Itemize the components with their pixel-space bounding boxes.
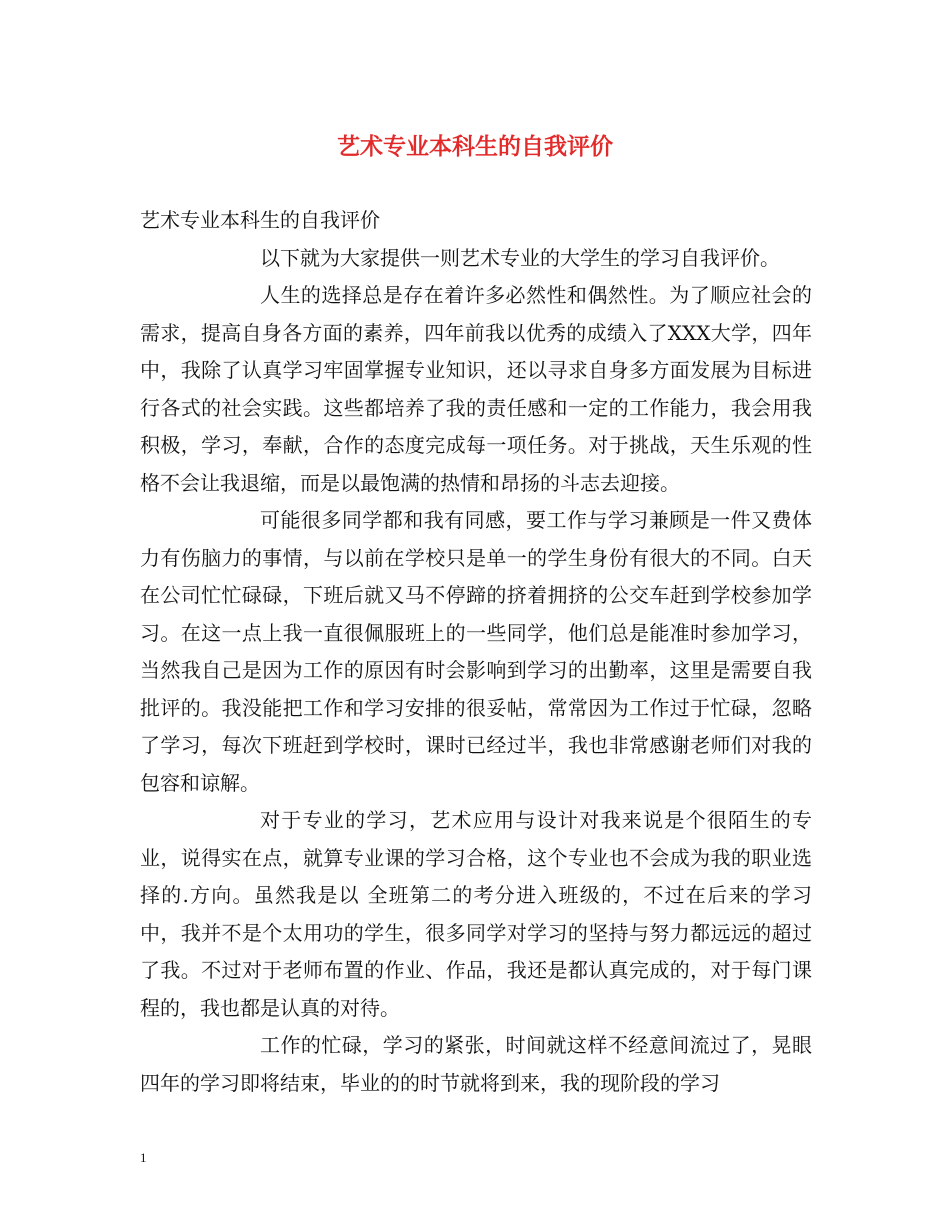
- page-number: 1: [140, 1150, 147, 1165]
- paragraph-life-choices: 人生的选择总是存在着许多必然性和偶然性。为了顺应社会的需求，提高自身各方面的素养，四年前我以优秀的成绩入了XXX大学，四年中，我除了认真学习牢固掌握专业知识，还以寻求自身多方面发展为目标进行各式的社会实践。这些都培养了我的责任感和一定的工作能力，我会用我积极，学习，奉献，合作的态度完成每一项任务。对于挑战，天生乐观的性格不会让我退缩，而是以最饱满的热情和昂扬的斗志去迎接。: [140, 283, 812, 495]
- paragraph-work-study-balance: 可能很多同学都和我有同感，要工作与学习兼顾是一件又费体力有伤脑力的事情，与以前在学校只是单一的学生身份有很大的不同。白天在公司忙忙碌碌，下班后就又马不停蹄的挤着拥挤的公交车赶到学校参加学习。在这一点上我一直很佩服班上的一些同学，他们总是能准时参加学习，当然我自己是因为工作的原因有时会影响到学习的出勤率，这里是需要自我批评的。我没能把工作和学习安排的很妥帖，常常因为工作过于忙碌，忽略了学习，每次下班赶到学校时，课时已经过半，我也非常感谢老师们对我的包容和谅解。: [140, 508, 812, 795]
- document-subheading: 艺术专业本科生的自我评价: [140, 208, 380, 232]
- paragraph-intro: 以下就为大家提供一则艺术专业的大学生的学习自我评价。: [260, 245, 780, 270]
- paragraph-major-study: 对于专业的学习，艺术应用与设计对我来说是个很陌生的专业，说得实在点，就算专业课的学习合格，这个专业也不会成为我的职业选择的.方向。虽然我是以 全班第二的考分进入班级的，不过在后来的学习中，我并不是个太用功的学生，很多同学对学习的坚持与努力都远远的超过了我。不过对于老师布置的作业、作品，我还是都认真完成的，对于每门课程的，我也都是认真的对待。: [140, 808, 812, 1020]
- document-title: 艺术专业本科生的自我评价: [337, 133, 613, 160]
- paragraph-graduation: 工作的忙碌，学习的紧张，时间就这样不经意间流过了，晃眼四年的学习即将结束，毕业的的时节就将到来，我的现阶段的学习: [140, 1033, 812, 1095]
- document-body: [140, 202, 812, 1102]
